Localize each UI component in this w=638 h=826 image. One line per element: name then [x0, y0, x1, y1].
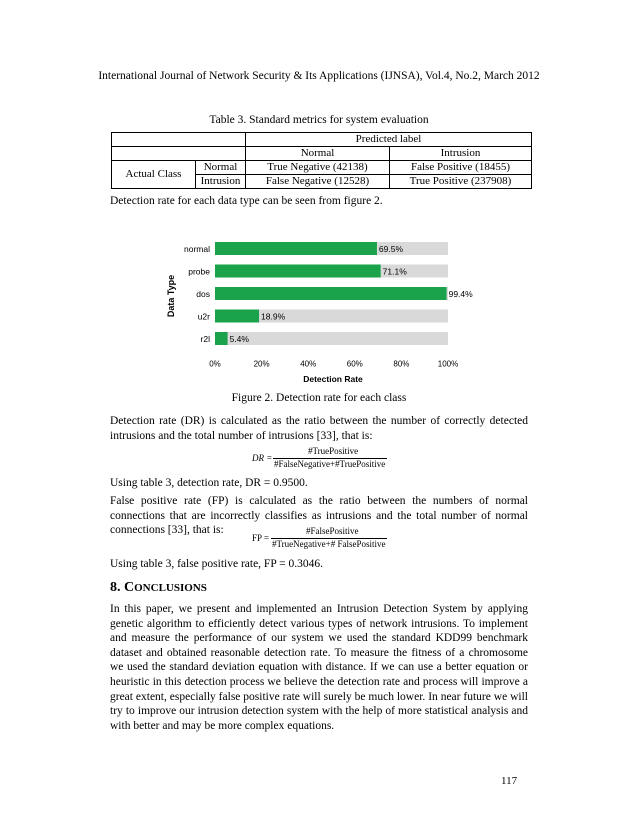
x-tick-label: 100% — [437, 359, 459, 369]
value-label: 99.4% — [448, 289, 473, 299]
conclusion-paragraph: In this paper, we present and implemented an Intrusion Detection System by applying genetic algorithm to efficiently detect various types of network intrusions. To implement and measure the performance of our system we used the standard KDD99 benchmark dataset and obtained reasonable detection rate. To measure the fitness of a chromosome we used the standard deviation equation with distance. If we can use a better equation or heuristic in this detection process we believe the detection rate and process will improve a great extent, especially false positive rate will surely be much lower. In near future we will try to improve our intrusion detection system with the help of more statistical analysis and with better and may be more complex equations. — [110, 603, 528, 732]
value-label: 5.4% — [229, 334, 249, 344]
value-label: 71.1% — [382, 266, 407, 277]
table-row — [112, 161, 532, 175]
dr-formula — [252, 446, 392, 472]
fp-value-paragraph: Using table 3, false positive rate, FP = 0.3046. — [110, 558, 324, 570]
table-cell: False Positive (18455) — [390, 161, 532, 175]
running-header: International Journal of Network Security & Its Applications (IJNSA), Vol.4, No.2, March 2012 — [98, 70, 540, 82]
fp-formula-denominator: #TrueNegative+# FalsePositive — [272, 539, 386, 549]
table-row — [112, 147, 532, 161]
metrics-table — [111, 132, 532, 189]
bar-background — [215, 332, 448, 345]
x-tick-label: 40% — [300, 359, 317, 369]
category-label: r2l — [200, 334, 210, 344]
x-axis-label: Detection Rate — [303, 374, 363, 384]
section-title-rest: ONCLUSIONS — [134, 582, 207, 594]
category-label: probe — [188, 266, 210, 277]
dr-formula-lhs: DR = — [252, 453, 273, 463]
bar-r2l — [215, 332, 228, 345]
figure-intro-paragraph: Detection rate for each data type can be seen from figure 2. — [110, 195, 383, 207]
bar-u2r — [215, 310, 259, 323]
fp-formula-lhs: FP = — [252, 533, 270, 543]
figure-caption: Figure 2. Detection rate for each class — [231, 392, 407, 404]
table-cell: False Negative (12528) — [246, 175, 390, 189]
value-label: 18.9% — [261, 311, 286, 322]
fp-definition-paragraph: False positive rate (FP) is calculated as the ratio between the numbers of normal connections that are incorrectly classifies as intrusions and the total number of normal connections [33], that is: — [110, 495, 528, 537]
dr-formula-denominator: #FalseNegative+#TruePositive — [274, 459, 386, 469]
detection-rate-chart — [160, 236, 480, 386]
category-label: normal — [184, 244, 210, 254]
y-axis-label: Data Type — [166, 274, 176, 318]
fp-formula — [252, 526, 392, 552]
col-header-intrusion: Intrusion — [390, 147, 532, 161]
category-label: u2r — [197, 311, 210, 322]
table-caption: Table 3. Standard metrics for system evaluation — [209, 114, 429, 126]
dr-formula-numerator: #TruePositive — [308, 446, 359, 456]
x-tick-label: 80% — [393, 359, 410, 369]
row-label: Intrusion — [196, 175, 246, 189]
dr-value-paragraph: Using table 3, detection rate, DR = 0.9500. — [110, 477, 308, 489]
page-number: 117 — [501, 775, 518, 787]
fp-formula-numerator: #FalsePositive — [306, 526, 359, 536]
x-tick-label: 0% — [209, 359, 221, 369]
category-label: dos — [196, 289, 210, 299]
table-cell: True Negative (42138) — [246, 161, 390, 175]
actual-class-header: Actual Class — [112, 161, 196, 189]
x-tick-label: 20% — [253, 359, 270, 369]
bar-probe — [215, 265, 381, 278]
value-label: 69.5% — [378, 244, 404, 254]
bar-dos — [215, 287, 447, 300]
row-label: Normal — [196, 161, 246, 175]
dr-definition-paragraph: Detection rate (DR) is calculated as the ratio between the number of correctly detected intrusions and the total number of intrusions [33], that is: — [110, 415, 528, 442]
x-tick-label: 60% — [346, 359, 363, 369]
bar-normal — [215, 242, 377, 255]
table-row — [112, 133, 532, 147]
col-header-normal: Normal — [246, 147, 390, 161]
section-heading-conclusions — [110, 580, 207, 596]
section-number: 8. — [110, 580, 121, 595]
table-cell: True Positive (237908) — [390, 175, 532, 189]
section-title-initial: C — [124, 580, 135, 595]
predicted-label-header: Predicted label — [246, 133, 532, 147]
